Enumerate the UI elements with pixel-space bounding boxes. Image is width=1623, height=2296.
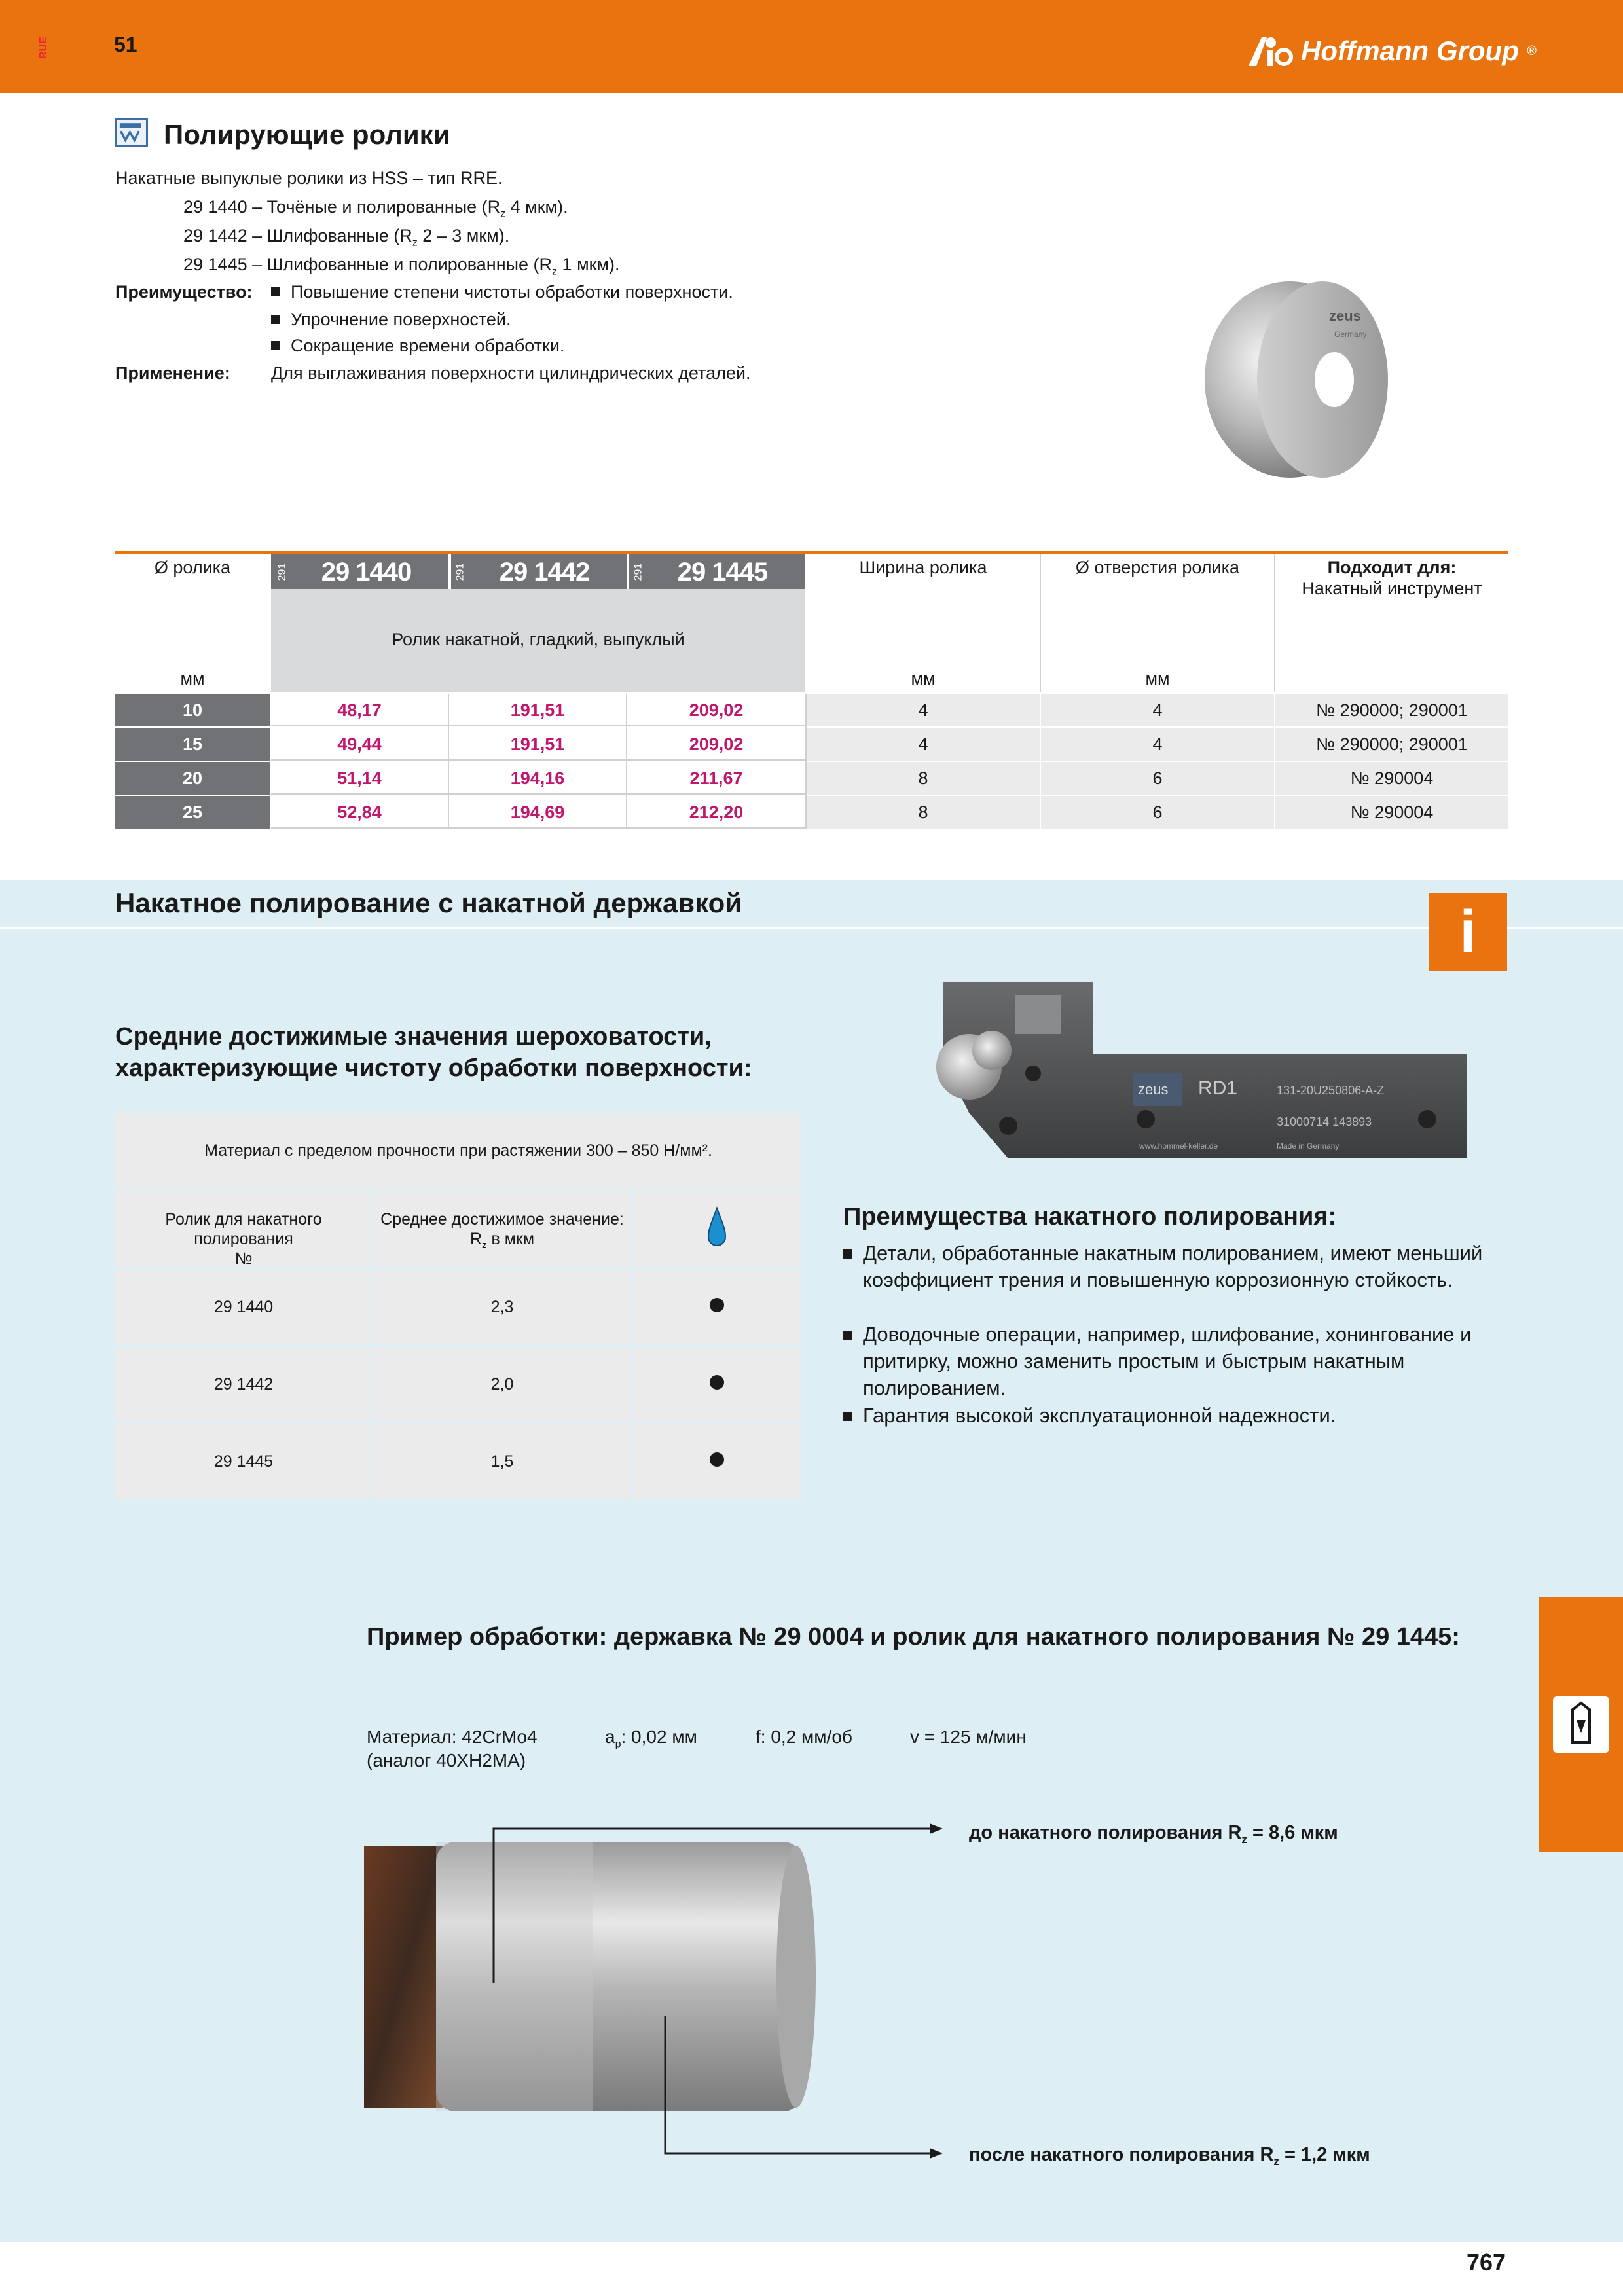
col-fits-sub: Накатный инструмент [1302, 579, 1482, 598]
fits-cell: № 290004 [1275, 762, 1508, 795]
advantage-item: Повышение степени чистоты обработки поверхности. [271, 278, 733, 306]
col-width-unit: мм [911, 669, 936, 689]
price-cell: 212,20 [627, 796, 805, 829]
example-depth: $a_p$: 0,02 мм [605, 1727, 697, 1750]
tool-holder-image [930, 969, 1467, 1172]
example-feed: f: 0,2 мм/об [756, 1727, 852, 1747]
coolant-cell [632, 1270, 801, 1344]
price-cell: 194,69 [449, 796, 626, 829]
col-width: Ширина ролика [859, 558, 987, 577]
page-number: 767 [1467, 2249, 1506, 2276]
product-description: Накатные выпуклые ролики из HSS – тип RRE. [115, 168, 503, 188]
roller-brand-text: zeus [1329, 308, 1361, 324]
dot-marker [710, 1298, 724, 1312]
coolant-cell [632, 1424, 801, 1499]
fits-cell: № 290000; 290001 [1275, 694, 1508, 726]
roller-no-cell: 29 1445 [115, 1424, 372, 1499]
side-code: RUE [38, 37, 49, 59]
bore-cell: 6 [1041, 762, 1274, 795]
advantage-item: Упрочнение поверхностей. [271, 305, 511, 334]
col-bore-unit: мм [1145, 669, 1170, 689]
roller-product-image [1205, 275, 1395, 484]
width-cell: 4 [807, 694, 1040, 726]
row-diameter: 20 [115, 762, 270, 795]
bore-cell: 6 [1041, 796, 1274, 829]
row-diameter: 15 [115, 728, 270, 761]
roughness-cell: 2,0 [374, 1347, 630, 1422]
price-cell: 49,44 [271, 728, 448, 761]
roughness-subtitle: Средние достижимые значения шероховатости, характеризующие чистоту обработки поверхности: [115, 1023, 752, 1082]
dot-marker [710, 1375, 724, 1390]
col-roller-no: Ролик для накатного полирования № [115, 1191, 372, 1267]
advantage-item: Гарантия высокой эксплуатационной надежности. [843, 1402, 1511, 1429]
dot-marker [710, 1452, 724, 1467]
before-callout: до накатного полирования $R_z = 8,6$ мкм [969, 1822, 1338, 1846]
code-header-3: 291 29 1445 [632, 557, 768, 586]
holder-url-text: www.hommel-keller.de [1139, 1141, 1218, 1151]
hoffmann-logo-icon [1247, 35, 1293, 67]
col-coolant [632, 1191, 801, 1267]
section-divider [0, 927, 1623, 929]
example-speed: v = 125 м/мин [910, 1727, 1027, 1747]
col-roughness: Среднее достижимое значение: $R_z$ в мкм [374, 1191, 630, 1267]
row-diameter: 10 [115, 694, 270, 726]
variant-line: 29 1442 – Шлифованные ($R_z$ 2 – 3 мкм). [183, 226, 510, 249]
holder-model-text: RD1 [1198, 1077, 1238, 1099]
row-diameter: 25 [115, 796, 270, 829]
brand-name: Hoffmann Group [1301, 35, 1519, 66]
price-cell: 211,67 [627, 762, 805, 795]
fits-cell: № 290000; 290001 [1275, 728, 1508, 761]
example-material: Материал: 42CrMo4 (аналог 40ХН2МА) [367, 1727, 538, 1770]
example-title: Пример обработки: державка № 29 0004 и ролик для накатного полирования № 29 1445: [367, 1623, 1460, 1651]
product-title: Полирующие ролики [164, 119, 450, 150]
col-fits: Подходит для: [1327, 558, 1457, 577]
product-category-icon [115, 118, 148, 147]
roller-no-cell: 29 1440 [115, 1270, 372, 1344]
holder-brand-text: zeus [1138, 1081, 1169, 1098]
advantage-item: Детали, обработанные накатным полированием, имеют меньший коэффициент трения и повышенную коррозионную стойкость. [843, 1240, 1511, 1293]
holder-serial-text: 31000714 143893 [1277, 1115, 1372, 1128]
price-cell: 51,14 [271, 762, 448, 795]
drop-icon [706, 1206, 728, 1251]
price-cell: 209,02 [627, 694, 805, 726]
roughness-cell: 2,3 [374, 1270, 630, 1344]
brand-reg-mark: ® [1526, 43, 1537, 58]
width-cell: 4 [807, 728, 1040, 761]
variant-line: 29 1445 – Шлифованные и полированные ($R_z$ 1 мкм). [183, 255, 620, 278]
brand-logo [1247, 31, 1537, 71]
bore-cell: 4 [1041, 728, 1274, 761]
coolant-cell [632, 1347, 801, 1422]
advantages-title: Преимущества накатного полирования: [843, 1203, 1337, 1230]
col-bore: Ø отверстия ролика [1075, 558, 1240, 577]
holder-origin-text: Made in Germany [1277, 1141, 1340, 1151]
price-cell: 191,51 [449, 728, 626, 761]
group-label: Ролик накатной, гладкий, выпуклый [392, 630, 685, 649]
code-header-1: 291 29 1440 [276, 557, 412, 586]
callout-lines [484, 1820, 956, 2173]
material-header: Материал с пределом прочности при растяжении 300 – 850 Н/мм². [115, 1113, 801, 1189]
code-header-2: 291 29 1442 [454, 557, 590, 586]
price-cell: 194,16 [449, 762, 626, 795]
price-cell: 209,02 [627, 728, 805, 761]
width-cell: 8 [807, 762, 1040, 795]
advantage-label: Преимущество: [115, 282, 253, 302]
after-callout: после накатного полирования $R_z = 1,2$ мкм [969, 2144, 1370, 2168]
bore-cell: 4 [1041, 694, 1274, 726]
turning-tool-icon [1553, 1696, 1609, 1753]
roller-country-text: Germany [1334, 330, 1367, 339]
col-diameter-unit: мм [180, 669, 205, 689]
holder-code-text: 131-20U250806-A-Z [1277, 1084, 1385, 1097]
roller-no-cell: 29 1442 [115, 1347, 372, 1422]
info-icon: i [1429, 893, 1507, 971]
price-cell: 48,17 [271, 694, 448, 726]
width-cell: 8 [807, 796, 1040, 829]
use-text: Для выглаживания поверхности цилиндрических деталей. [271, 363, 751, 383]
use-label: Применение: [115, 363, 230, 383]
section-title: Накатное полирование с накатной державкой [115, 888, 742, 918]
price-cell: 52,84 [271, 796, 448, 829]
price-cell: 191,51 [449, 694, 626, 726]
fits-cell: № 290004 [1275, 796, 1508, 829]
roughness-cell: 1,5 [374, 1424, 630, 1499]
advantage-item: Сокращение времени обработки. [271, 331, 564, 360]
advantage-item: Доводочные операции, например, шлифование, хонингование и притирку, можно заменить простым и быстрым накатным полированием. [843, 1321, 1511, 1401]
col-diameter: Ø ролика [154, 558, 231, 577]
chapter-number: 51 [114, 33, 137, 56]
variant-line: 29 1440 – Точёные и полированные ($R_z$ 4 мкм). [183, 197, 568, 220]
